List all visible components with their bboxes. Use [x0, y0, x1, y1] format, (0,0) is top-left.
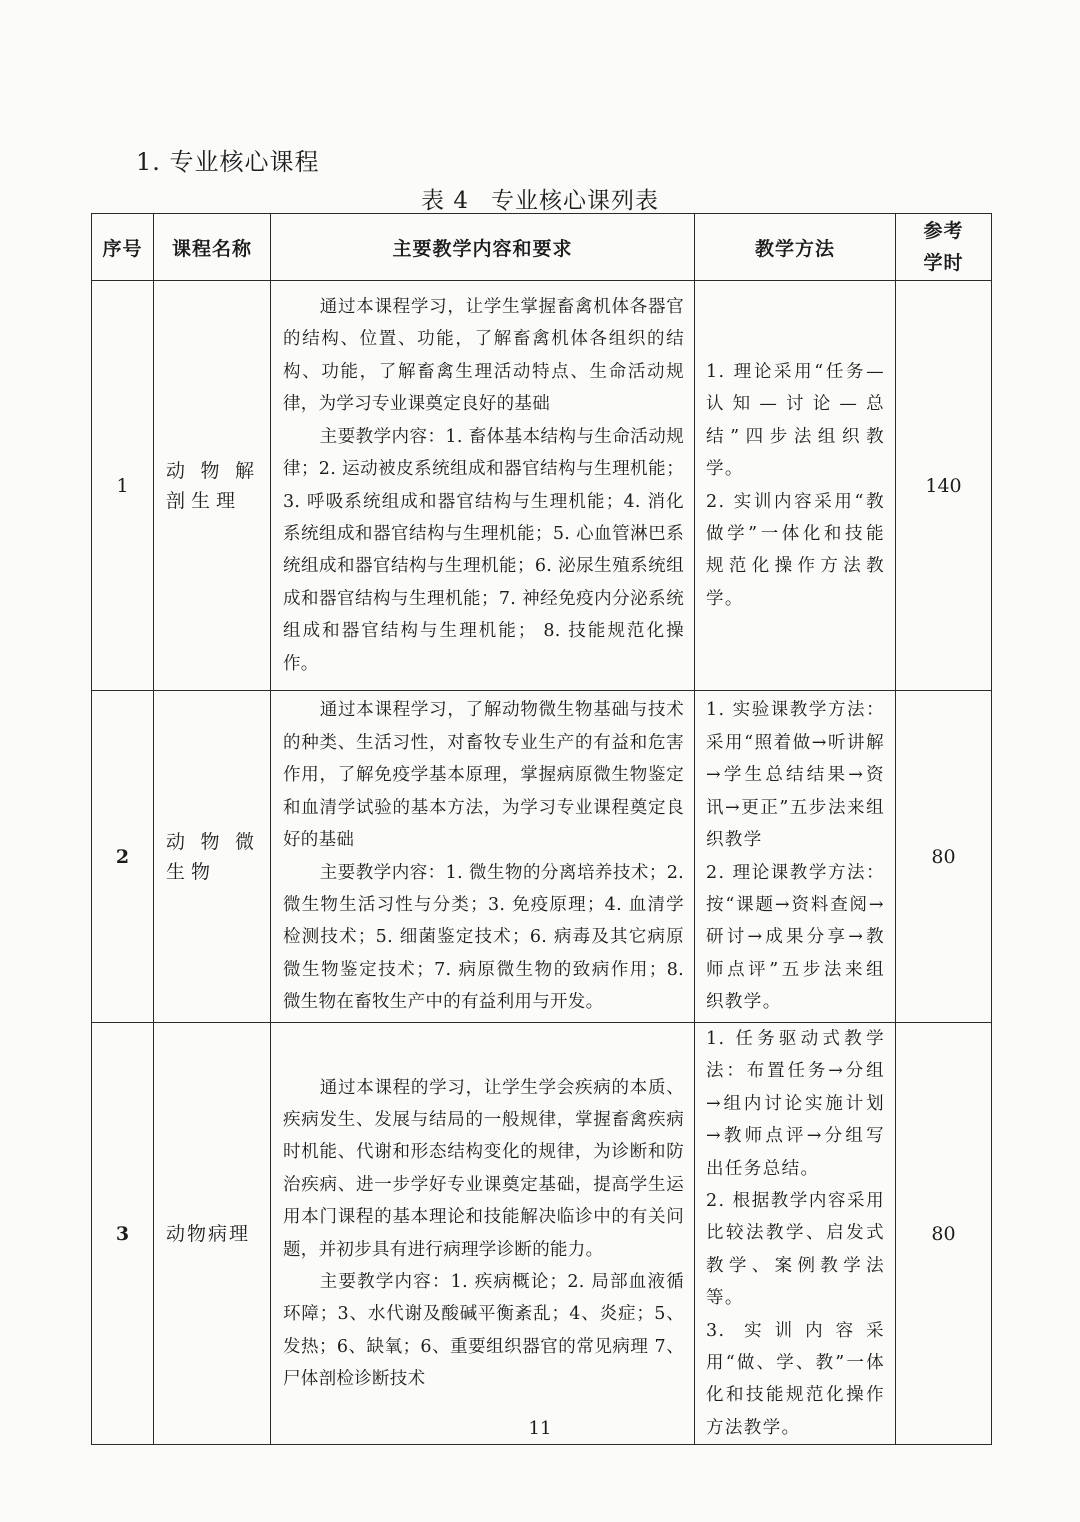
header-no: 序号	[92, 214, 154, 281]
header-hours-line2: 学时	[923, 252, 964, 274]
course-method	[695, 691, 896, 1023]
course-name: 动物解剖生理	[154, 281, 271, 691]
method-paragraph: 1. 实验课教学方法：采用“照着做→听讲解→学生总结结果→资讯→更正”五步法来组织教学	[706, 700, 885, 851]
table-header-row	[92, 214, 992, 281]
course-no: 3	[92, 1023, 154, 1445]
content-paragraph: 主要教学内容：1. 微生物的分离培养技术；2. 微生物生活习性与分类；3. 免疫原理；4. 血清学检测技术；5. 细菌鉴定技术；6. 病毒及其它病原微生物鉴定技术；7. 病原微生物的致病作用；8. 微生物在畜牧生产中的有益利用与开发。	[283, 862, 684, 1013]
method-paragraph: 2. 理论课教学方法：按“课题→资料查阅→研讨→成果分享→教师点评”五步法来组织教学。	[706, 862, 885, 1013]
course-method	[695, 1023, 896, 1445]
course-content	[271, 1023, 695, 1445]
core-course-table	[91, 213, 992, 1445]
table-caption-number: 表 4	[421, 188, 469, 214]
method-paragraph: 2. 实训内容采用“教做学”一体化和技能规范化操作方法教学。	[706, 491, 885, 609]
course-no: 2	[92, 691, 154, 1023]
content-paragraph: 通过本课程学习，让学生掌握畜禽机体各器官的结构、位置、功能，了解畜禽机体各组织的结构、功能，了解畜禽生理活动特点、生命活动规律，为学习专业课奠定良好的基础	[283, 297, 684, 415]
course-hours: 80	[896, 691, 992, 1023]
content-paragraph: 主要教学内容：1. 疾病概论；2. 局部血液循环障；3、水代谢及酸碱平衡紊乱；4、炎症；5、发热；6、缺氧；6、重要组织器官的常见病理 7、尸体剖检诊断技术	[283, 1272, 684, 1390]
table-row	[92, 281, 992, 691]
course-content	[271, 281, 695, 691]
header-hours-line1: 参考	[923, 220, 964, 242]
table-row	[92, 691, 992, 1023]
table-row	[92, 1023, 992, 1445]
table-caption	[0, 182, 1080, 215]
course-name: 动物微生物	[154, 691, 271, 1023]
course-content	[271, 691, 695, 1023]
content-paragraph: 通过本课程的学习，让学生学会疾病的本质、疾病发生、发展与结局的一般规律，掌握畜禽疾病时机能、代谢和形态结构变化的规律，为诊断和防治疾病、进一步学好专业课奠定基础，提高学生运用本门课程的基本理论和技能解决临诊中的有关问题，并初步具有进行病理学诊断的能力。	[283, 1077, 684, 1260]
header-method: 教学方法	[695, 214, 896, 281]
course-no: 1	[92, 281, 154, 691]
method-paragraph: 1. 任务驱动式教学法：布置任务→分组→组内讨论实施计划→教师点评→分组写出任务总结。	[706, 1029, 885, 1179]
header-name: 课程名称	[154, 214, 271, 281]
table-caption-title: 专业核心课列表	[490, 188, 659, 214]
method-paragraph: 3. 实训内容采用“做、学、教”一体化和技能规范化操作方法教学。	[706, 1320, 885, 1438]
course-hours: 140	[896, 281, 992, 691]
header-hours	[896, 214, 992, 281]
content-paragraph: 通过本课程学习，了解动物微生物基础与技术的种类、生活习性，对畜牧专业生产的有益和危害作用，了解免疫学基本原理，掌握病原微生物鉴定和血清学试验的基本方法，为学习专业课程奠定良好的基础	[283, 700, 684, 851]
method-paragraph: 2. 根据教学内容采用比较法教学、启发式教学、案例教学法等。	[706, 1191, 885, 1309]
header-content: 主要教学内容和要求	[271, 214, 695, 281]
course-hours: 80	[896, 1023, 992, 1445]
section-heading: 1. 专业核心课程	[136, 148, 320, 176]
method-paragraph: 1. 理论采用“任务—认知—讨论—总结”四步法组织教学。	[706, 361, 885, 480]
page-number: 11	[528, 1418, 552, 1439]
course-name: 动物病理	[154, 1023, 271, 1445]
content-paragraph: 主要教学内容：1. 畜体基本结构与生命活动规律；2. 运动被皮系统组成和器官结构与生理机能；3. 呼吸系统组成和器官结构与生理机能；4. 消化系统组成和器官结构与生理机能；5. 心血管淋巴系统组成和器官结构与生理机能；6. 泌尿生殖系统组成和器官结构与生理机能；7. 神经免疫内分泌系统组成和器官结构与生理机能； 8. 技能规范化操作。	[283, 426, 684, 674]
course-method	[695, 281, 896, 691]
